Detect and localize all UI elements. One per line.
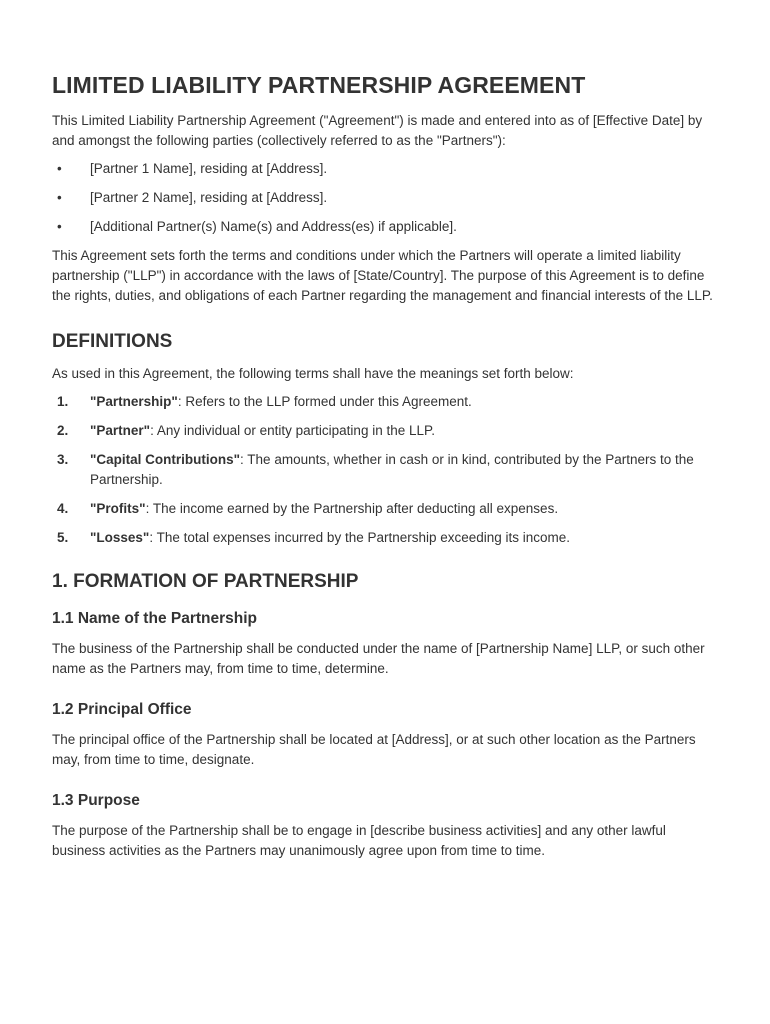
definition-term: "Profits" xyxy=(90,501,146,516)
bullet-icon: • xyxy=(57,161,62,176)
parties-list xyxy=(52,159,718,237)
definition-term: "Capital Contributions" xyxy=(90,452,241,467)
intro-paragraph: This Limited Liability Partnership Agreement ("Agreement") is made and entered into as of [Effective Date] by and amongst the following parties (collectively referred to as the "Partners"): xyxy=(52,113,703,148)
party-text: [Partner 2 Name], residing at [Address]. xyxy=(90,190,328,205)
definition-body xyxy=(90,499,558,519)
subsection-text-purpose: The purpose of the Partnership shall be to engage in [describe business activities] and any other lawful business activities as the Partners may unanimously agree upon from time to time. xyxy=(52,823,666,858)
definition-text: : Any individual or entity participating in the LLP. xyxy=(150,423,436,438)
list-item xyxy=(52,392,718,412)
definitions-list xyxy=(52,392,718,548)
list-item xyxy=(52,528,718,548)
subsection-heading-office: 1.2 Principal Office xyxy=(52,701,192,718)
definition-text: : The income earned by the Partnership after deducting all expenses. xyxy=(145,501,559,516)
definitions-heading: DEFINITIONS xyxy=(52,331,173,352)
list-item xyxy=(52,421,718,441)
party-text: [Additional Partner(s) Name(s) and Address(es) if applicable]. xyxy=(90,219,457,234)
definition-body xyxy=(90,421,435,441)
list-item xyxy=(52,188,718,208)
purpose-paragraph: This Agreement sets forth the terms and conditions under which the Partners will operate a limited liability partnership ("LLP") in accordance with the laws of [State/Country]. The purpose of this Agreement is to define the rights, duties, and obligations of each Partner regarding the management and financial interests of the LLP. xyxy=(52,248,713,303)
subsection-text-name: The business of the Partnership shall be conducted under the name of [Partnership Name] LLP, or such other name as the Partners may, from time to time, determine. xyxy=(52,641,705,676)
definition-term: "Partner" xyxy=(90,423,151,438)
definition-number: 1. xyxy=(57,394,69,409)
definition-number: 3. xyxy=(57,452,69,467)
document-title: LIMITED LIABILITY PARTNERSHIP AGREEMENT xyxy=(52,72,586,98)
definition-text: : Refers to the LLP formed under this Agreement. xyxy=(177,394,472,409)
definition-body xyxy=(90,450,718,490)
definition-number: 4. xyxy=(57,501,69,516)
list-item xyxy=(52,217,718,237)
definition-term: "Partnership" xyxy=(90,394,178,409)
list-item xyxy=(52,159,718,179)
definition-number: 5. xyxy=(57,530,69,545)
definition-text: : The amounts, whether in cash or in kind, contributed by the Partners to the Partnership. xyxy=(90,452,694,487)
formation-heading: 1. FORMATION OF PARTNERSHIP xyxy=(52,571,359,592)
subsection-text-office: The principal office of the Partnership shall be located at [Address], or at such other location as the Partners may, from time to time, designate. xyxy=(52,732,696,767)
subsection-heading-name: 1.1 Name of the Partnership xyxy=(52,610,258,627)
definition-number: 2. xyxy=(57,423,69,438)
bullet-icon: • xyxy=(57,219,62,234)
definition-body xyxy=(90,392,472,412)
definition-body xyxy=(90,528,570,548)
definition-term: "Losses" xyxy=(90,530,150,545)
bullet-icon: • xyxy=(57,190,62,205)
definition-text: : The total expenses incurred by the Partnership exceeding its income. xyxy=(149,530,571,545)
subsection-heading-purpose: 1.3 Purpose xyxy=(52,792,140,809)
definitions-intro: As used in this Agreement, the following terms shall have the meanings set forth below: xyxy=(52,366,574,381)
list-item xyxy=(52,450,718,490)
party-text: [Partner 1 Name], residing at [Address]. xyxy=(90,161,328,176)
list-item xyxy=(52,499,718,519)
